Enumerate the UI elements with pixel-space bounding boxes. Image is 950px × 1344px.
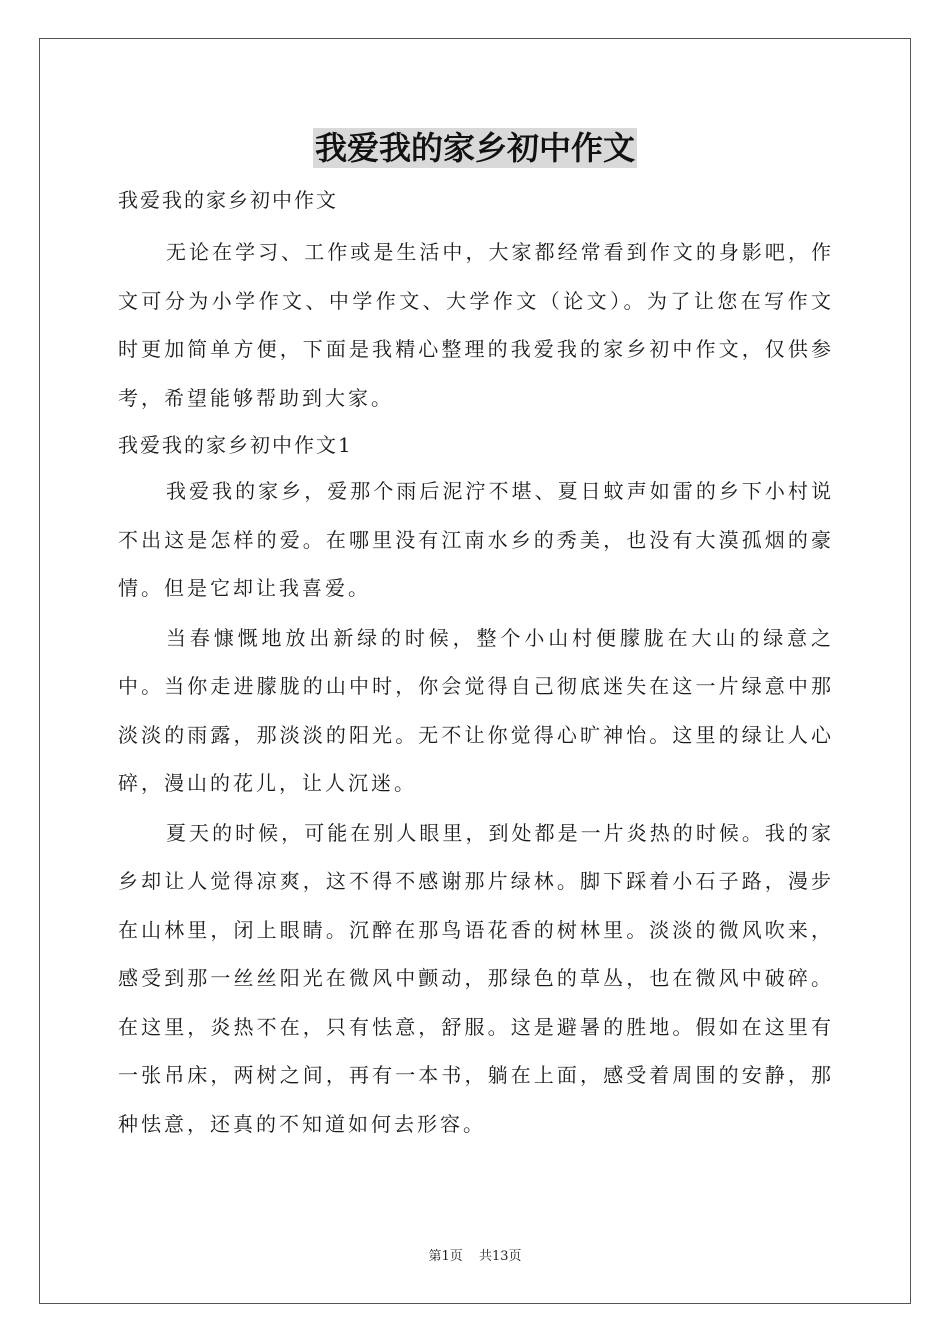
document-title: 我爱我的家乡初中作文 xyxy=(314,129,635,167)
document-subtitle: 我爱我的家乡初中作文 xyxy=(118,188,338,212)
title-container xyxy=(0,128,950,168)
page-number: 第1页 xyxy=(428,1249,463,1264)
body-paragraph-1: 我爱我的家乡，爱那个雨后泥泞不堪、夏日蚊声如雷的乡下小村说不出这是怎样的爱。在哪里没有江南水乡的秀美，也没有大漠孤烟的豪情。但是它却让我喜爱。 xyxy=(118,479,834,600)
page-total: 共13页 xyxy=(478,1249,522,1264)
page-footer xyxy=(0,1248,950,1266)
body-paragraph-2: 当春慷慨地放出新绿的时候，整个小山村便朦胧在大山的绿意之中。当你走进朦胧的山中时，你会觉得自己彻底迷失在这一片绿意中那淡淡的雨露，那淡淡的阳光。无不让你觉得心旷神怡。这里的绿让人心碎，漫山的花儿，让人沉迷。 xyxy=(118,625,834,795)
document-body xyxy=(118,178,834,1149)
section-heading: 我爱我的家乡初中作文1 xyxy=(118,433,353,457)
intro-paragraph: 无论在学习、工作或是生活中，大家都经常看到作文的身影吧，作文可分为小学作文、中学作文、大学作文（论文）。为了让您在写作文时更加简单方便，下面是我精心整理的我爱我的家乡初中作文，仅供参考，希望能够帮助到大家。 xyxy=(118,240,834,410)
body-paragraph-3: 夏天的时候，可能在别人眼里，到处都是一片炎热的时候。我的家乡却让人觉得凉爽，这不得不感谢那片绿林。脚下踩着小石子路，漫步在山林里，闭上眼睛。沉醉在那鸟语花香的树林里。淡淡的微风吹来，感受到那一丝丝阳光在微风中颤动，那绿色的草丛，也在微风中破碎。在这里，炎热不在，只有怯意，舒服。这是避暑的胜地。假如在这里有一张吊床，两树之间，再有一本书，躺在上面，感受着周围的安静，那种怯意，还真的不知道如何去形容。 xyxy=(118,820,834,1136)
